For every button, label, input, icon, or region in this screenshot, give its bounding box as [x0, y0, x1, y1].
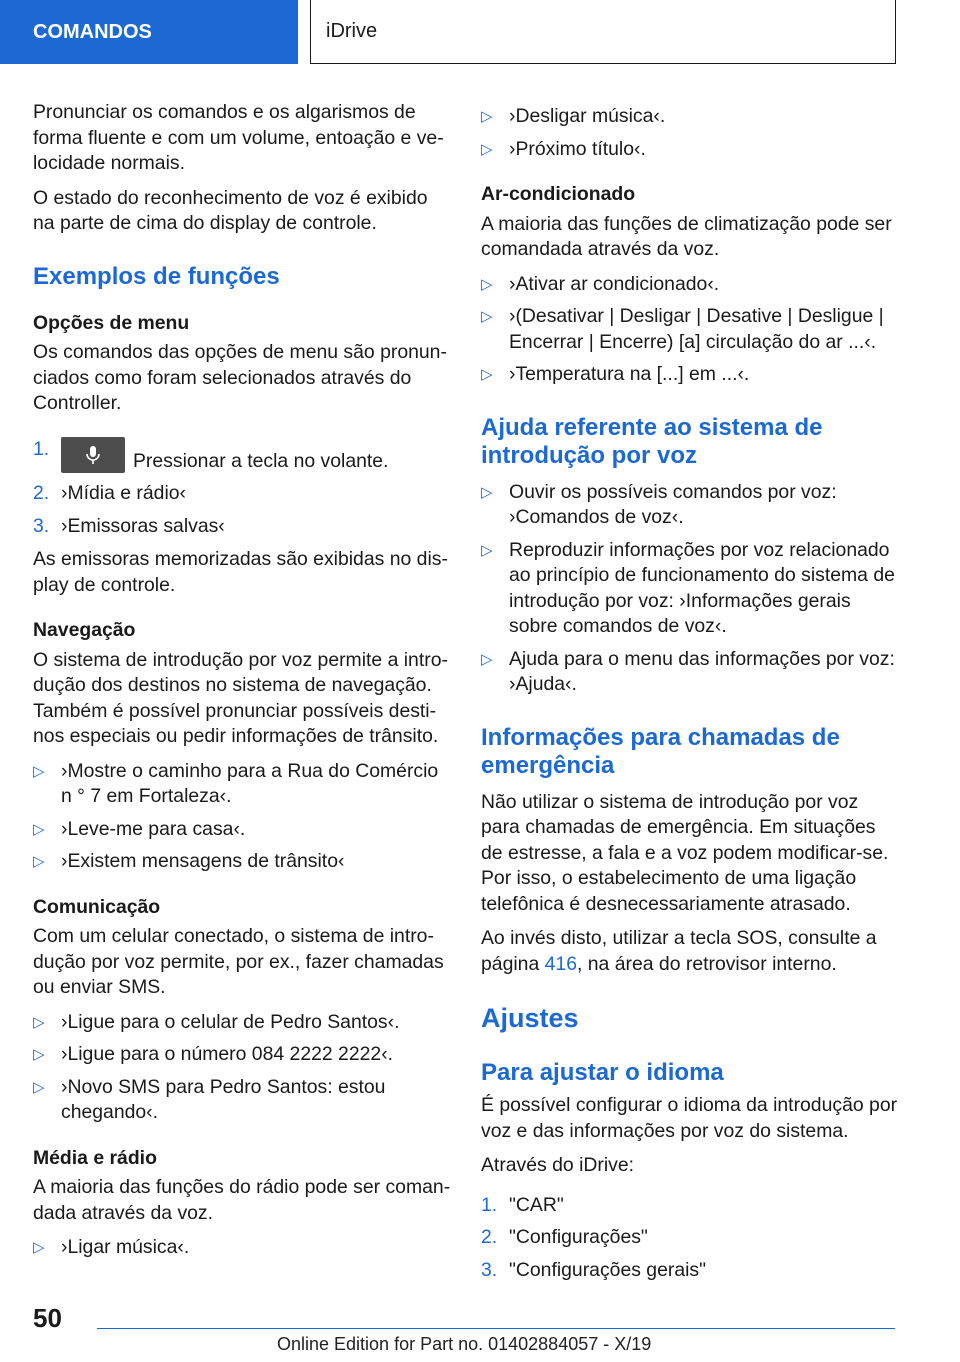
triangle-right-icon: ▷ — [481, 140, 493, 158]
left-column — [33, 100, 451, 1268]
menu-paragraph: Os comandos das opções de menu são pronunciados como foram selecionados através do Controller. — [33, 341, 447, 414]
list-item: ▷ ›Ativar ar condicionado‹. — [481, 272, 899, 298]
chapter-title: iDrive — [326, 20, 378, 42]
idioma-steps — [481, 1193, 899, 1284]
page-number: 50 — [33, 1303, 62, 1333]
triangle-right-icon: ▷ — [33, 1046, 45, 1063]
triangle-right-icon: ▷ — [33, 762, 45, 780]
right-column — [481, 100, 899, 1291]
media-list-cont — [481, 104, 899, 162]
section-tab — [0, 0, 298, 64]
microphone-key-icon — [61, 437, 125, 473]
intro-paragraph: Pronunciar os comandos e os algarismos de forma fluente e com um volume, entoação e velocidade normais. — [33, 101, 444, 174]
list-item: ▷ ›Ligue para o celular de Pedro Santos‹. — [33, 1010, 451, 1036]
list-item: ▷ Ajuda para o menu das informações por voz: ›Ajuda‹. — [481, 647, 895, 695]
list-item: 3. "Configurações gerais" — [481, 1258, 707, 1281]
list-item: 2. ›Mídia e rádio‹ — [33, 482, 187, 504]
list-item: ▷ ›Leve-me para casa‹. — [33, 817, 451, 843]
triangle-right-icon: ▷ — [481, 366, 493, 383]
heading-emergencia: Informações para chamadas de emergência — [481, 723, 840, 779]
triangle-right-icon: ▷ — [481, 541, 493, 559]
list-item: ▷ ›(Desativar | Desligar | Desative | Desligue | Encerrar | Encerre) [a] circulação do ar ...‹. — [481, 305, 884, 353]
footer-divider — [97, 1328, 895, 1329]
idioma-paragraph: É possível configurar o idioma da introdução por voz e das informações por voz do sistema. — [481, 1094, 898, 1142]
heading-comunicacao: Comunicação — [33, 895, 161, 918]
triangle-right-icon: ▷ — [33, 853, 45, 870]
list-item: 1. Pressionar a tecla no volante. — [33, 437, 389, 472]
nav-paragraph: O sistema de introdução por voz permite a introdução dos destinos no sistema de navegação. Também é possível pronunciar possíveis destinos especiais ou pedir informações de trânsito. — [33, 648, 448, 747]
heading-navegacao: Navegação — [33, 619, 136, 641]
list-item: 2. "Configurações" — [481, 1226, 648, 1248]
ar-paragraph: A maioria das funções de climatização pode ser comandada através da voz. — [481, 212, 892, 260]
triangle-right-icon: ▷ — [33, 820, 45, 838]
emissoras-paragraph: As emissoras memorizadas são exibidas no display de controle. — [33, 548, 448, 596]
list-item: ▷ Reproduzir informações por voz relacionado ao princípio de funcionamento do sistema de introdução por voz: ›Informações gerais sobre comandos de voz‹. — [481, 538, 895, 637]
heading-exemplos: Exemplos de funções — [33, 262, 280, 290]
ajuda-list — [481, 480, 899, 698]
triangle-right-icon: ▷ — [481, 483, 493, 501]
list-item: 3. ›Emissoras salvas‹ — [33, 514, 225, 537]
triangle-right-icon: ▷ — [33, 1013, 45, 1031]
nav-list — [33, 759, 451, 875]
list-item: ▷ ›Ligue para o número 084 2222 2222‹. — [33, 1042, 451, 1068]
footer-edition: Online Edition for Part no. 01402884057 - X/19 — [277, 1334, 652, 1354]
list-item: 1. "CAR" — [481, 1193, 564, 1216]
heading-ar: Ar-condicionado — [481, 183, 636, 205]
heading-idioma: Para ajustar o idioma — [481, 1059, 724, 1086]
heading-ajuda: Ajuda referente ao sistema de introdução por voz — [481, 413, 823, 469]
emerg-paragraph: Não utilizar o sistema de introdução por voz para chamadas de emergência. Em situações de estresse, a fala e a voz podem modificar-se. Por isso, o estabelecimento de uma ligação telefônica é desnecessariamente atrasado. — [481, 790, 889, 915]
triangle-right-icon: ▷ — [481, 108, 493, 125]
list-item: ▷ ›Mostre o caminho para a Rua do Comércio n ° 7 em Fortaleza‹. — [33, 759, 439, 807]
heading-media: Média e rádio — [33, 1146, 157, 1169]
ar-list — [481, 272, 899, 388]
heading-menu: Opções de menu — [33, 311, 190, 334]
heading-ajustes: Ajustes — [481, 1003, 579, 1033]
section-title: COMANDOS — [33, 20, 152, 43]
list-item: ▷ ›Desligar música‹. — [481, 104, 899, 130]
idrive-paragraph: Através do iDrive: — [481, 1154, 635, 1176]
triangle-right-icon: ▷ — [33, 1078, 45, 1096]
triangle-right-icon: ▷ — [481, 650, 493, 668]
list-item: ▷ Ouvir os possíveis comandos por voz: ›Comandos de voz‹. — [481, 480, 837, 528]
com-paragraph: Com um celular conectado, o sistema de introdução por voz permite, por ex., fazer chamadas ou enviar SMS. — [33, 925, 444, 998]
list-item: ▷ ›Existem mensagens de trânsito‹ — [33, 849, 451, 875]
page-link[interactable]: 416 — [544, 952, 577, 975]
list-item: ▷ ›Temperatura na [...] em ...‹. — [481, 362, 899, 388]
com-list — [33, 1010, 451, 1126]
status-paragraph: O estado do reconhecimento de voz é exibido na parte de cima do display de controle. — [33, 186, 428, 234]
list-item: ▷ ›Novo SMS para Pedro Santos: estou chegando‹. — [33, 1075, 386, 1123]
triangle-right-icon: ▷ — [33, 1239, 45, 1256]
sos-paragraph: Ao invés disto, utilizar a tecla SOS, consulte a página 416, na área do retrovisor interno. — [481, 927, 877, 975]
media-paragraph: A maioria das funções do rádio pode ser comandada através da voz. — [33, 1176, 451, 1224]
triangle-right-icon: ▷ — [481, 308, 493, 325]
list-item: ▷ ›Próximo título‹. — [481, 137, 899, 163]
list-item: ▷ ›Ligar música‹. — [33, 1235, 451, 1261]
media-list — [33, 1235, 451, 1261]
chapter-tab — [310, 0, 896, 64]
menu-steps — [33, 437, 451, 540]
triangle-right-icon: ▷ — [481, 275, 493, 293]
